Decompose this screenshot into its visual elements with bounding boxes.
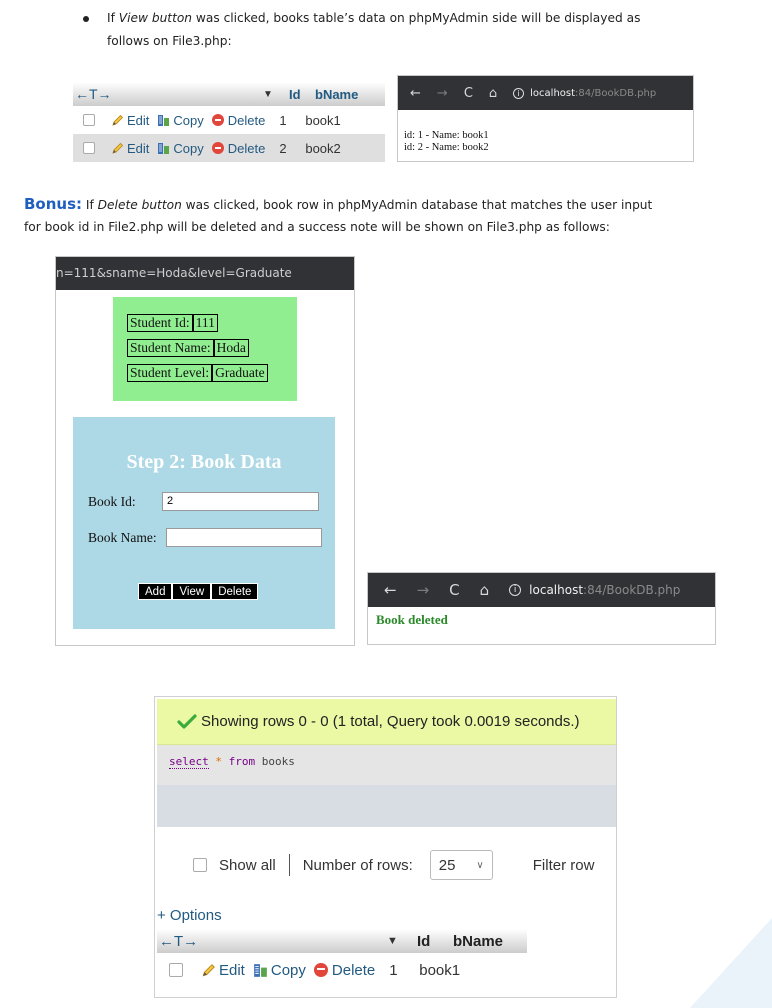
cell-bname: book2 [305, 140, 341, 156]
view-output [398, 110, 693, 154]
student-level-label: Student Level: [127, 364, 212, 382]
edit-link[interactable]: Edit [111, 113, 149, 128]
show-all-label: Show all [219, 856, 276, 874]
browser-toolbar [398, 76, 693, 110]
address-bar[interactable]: localhost:84/BookDB.php [529, 583, 681, 597]
student-id-row [127, 314, 218, 332]
success-message: Showing rows 0 - 0 (1 total, Query took 0.0019 seconds.) [157, 699, 617, 745]
row-checkbox[interactable] [83, 114, 95, 126]
forward-icon[interactable]: → [416, 581, 430, 599]
delete-link[interactable]: Delete [314, 962, 375, 979]
navigation-controls [155, 847, 617, 883]
cell-id: 1 [389, 961, 398, 979]
button-row [138, 582, 258, 600]
browser-window-view [397, 75, 694, 162]
home-icon[interactable]: ⌂ [479, 581, 490, 599]
pencil-icon [111, 114, 124, 127]
sort-icon[interactable]: ▼ [387, 935, 398, 947]
column-id[interactable]: Id [417, 932, 431, 950]
bonus-paragraph [24, 193, 772, 239]
delete-icon [212, 142, 224, 154]
pencil-icon [201, 963, 216, 978]
column-bname[interactable]: bName [453, 932, 504, 950]
table-header [73, 82, 385, 106]
pma-result-panel [154, 696, 617, 998]
student-level-row [127, 364, 268, 382]
book-name-label: Book Name: [88, 530, 157, 545]
bullet-line-2: follows on File3.php: [107, 34, 232, 48]
student-info-panel [113, 297, 297, 401]
info-icon[interactable]: i [513, 88, 524, 99]
bullet-line-1: If View button was clicked, books table’s data on phpMyAdmin side will be displayed as [107, 11, 641, 25]
delete-icon [314, 963, 328, 977]
view-button[interactable]: View [172, 583, 211, 600]
delete-icon [212, 114, 224, 126]
url-strip[interactable]: n=111&sname=Hoda&level=Graduate [56, 257, 354, 290]
form-window [55, 256, 355, 646]
book-id-input[interactable]: 2 [162, 492, 319, 511]
output-line: id: 2 - Name: book2 [404, 142, 489, 153]
home-icon[interactable]: ⌂ [488, 85, 498, 101]
table-row [157, 953, 527, 987]
sql-box-divider [157, 785, 617, 827]
forward-icon[interactable]: → [436, 85, 448, 101]
delete-link[interactable]: Delete [212, 113, 266, 128]
student-name-row [127, 339, 249, 357]
student-name-label: Student Name: [127, 339, 214, 357]
table-row [73, 106, 385, 134]
column-arrows[interactable]: ←T→ [159, 932, 199, 950]
delete-button[interactable]: Delete [211, 583, 258, 600]
edit-link[interactable]: Edit [111, 141, 149, 156]
student-id-label: Student Id: [127, 314, 193, 332]
column-bname[interactable]: bName [315, 86, 359, 102]
book-data-panel [73, 417, 335, 629]
delete-link[interactable]: Delete [212, 141, 266, 156]
browser-toolbar [368, 573, 715, 607]
student-id-value: 111 [193, 314, 218, 332]
table-header [157, 929, 527, 953]
bullet-paragraph [0, 7, 772, 53]
show-all-checkbox[interactable] [193, 858, 207, 872]
browser-window-deleted [367, 572, 716, 645]
sql-query[interactable]: select * from books [169, 755, 295, 768]
info-icon[interactable]: i [509, 584, 521, 596]
add-button[interactable]: Add [138, 583, 172, 600]
cell-id: 2 [279, 140, 287, 156]
bonus-line-2: for book id in File2.php will be deleted and a success note will be shown on File3.php as follows: [24, 220, 610, 234]
rows-select[interactable]: 25 ∨ [430, 850, 493, 880]
cell-id: 1 [279, 112, 287, 128]
book-name-input[interactable] [166, 528, 322, 547]
sql-query-box [157, 745, 617, 827]
copy-icon [157, 142, 170, 155]
back-icon[interactable]: ← [410, 85, 421, 101]
edit-link[interactable]: Edit [201, 962, 245, 979]
separator [289, 854, 290, 876]
address-bar[interactable]: localhost:84/BookDB.php [530, 87, 657, 99]
rows-label: Number of rows: [302, 856, 413, 874]
book-id-label: Book Id: [88, 494, 136, 509]
reload-icon[interactable]: C [449, 581, 460, 599]
bullet-dot [83, 16, 89, 22]
result-table [157, 929, 527, 987]
options-link[interactable]: + Options [157, 907, 222, 924]
bonus-line-1: Bonus: If Delete button was clicked, book row in phpMyAdmin database that matches the user input [24, 195, 653, 213]
output-line: id: 1 - Name: book1 [404, 130, 489, 141]
pencil-icon [111, 142, 124, 155]
student-level-value: Graduate [212, 364, 267, 382]
row-checkbox[interactable] [83, 142, 95, 154]
student-name-value: Hoda [214, 339, 249, 357]
chevron-down-icon: ∨ [476, 859, 484, 871]
sort-icon[interactable]: ▼ [263, 88, 273, 100]
bonus-label: Bonus: [24, 195, 83, 213]
deleted-message: Book deleted [376, 612, 448, 627]
check-icon [177, 714, 197, 730]
copy-icon [253, 963, 268, 978]
copy-link[interactable]: Copy [157, 141, 203, 156]
step-title: Step 2: Book Data [126, 451, 282, 473]
reload-icon[interactable]: C [463, 85, 473, 101]
column-id[interactable]: Id [289, 86, 301, 102]
table-row [73, 134, 385, 162]
filter-rows-label: Filter row [532, 856, 595, 874]
copy-icon [157, 114, 170, 127]
back-icon[interactable]: ← [384, 581, 397, 599]
cell-bname: book1 [305, 112, 341, 128]
pma-books-table [73, 82, 385, 162]
copy-link[interactable]: Copy [157, 113, 203, 128]
copy-link[interactable]: Copy [253, 962, 306, 979]
cell-bname: book1 [419, 961, 461, 979]
row-checkbox[interactable] [169, 963, 183, 977]
column-arrows[interactable]: ←T→ [75, 86, 112, 102]
